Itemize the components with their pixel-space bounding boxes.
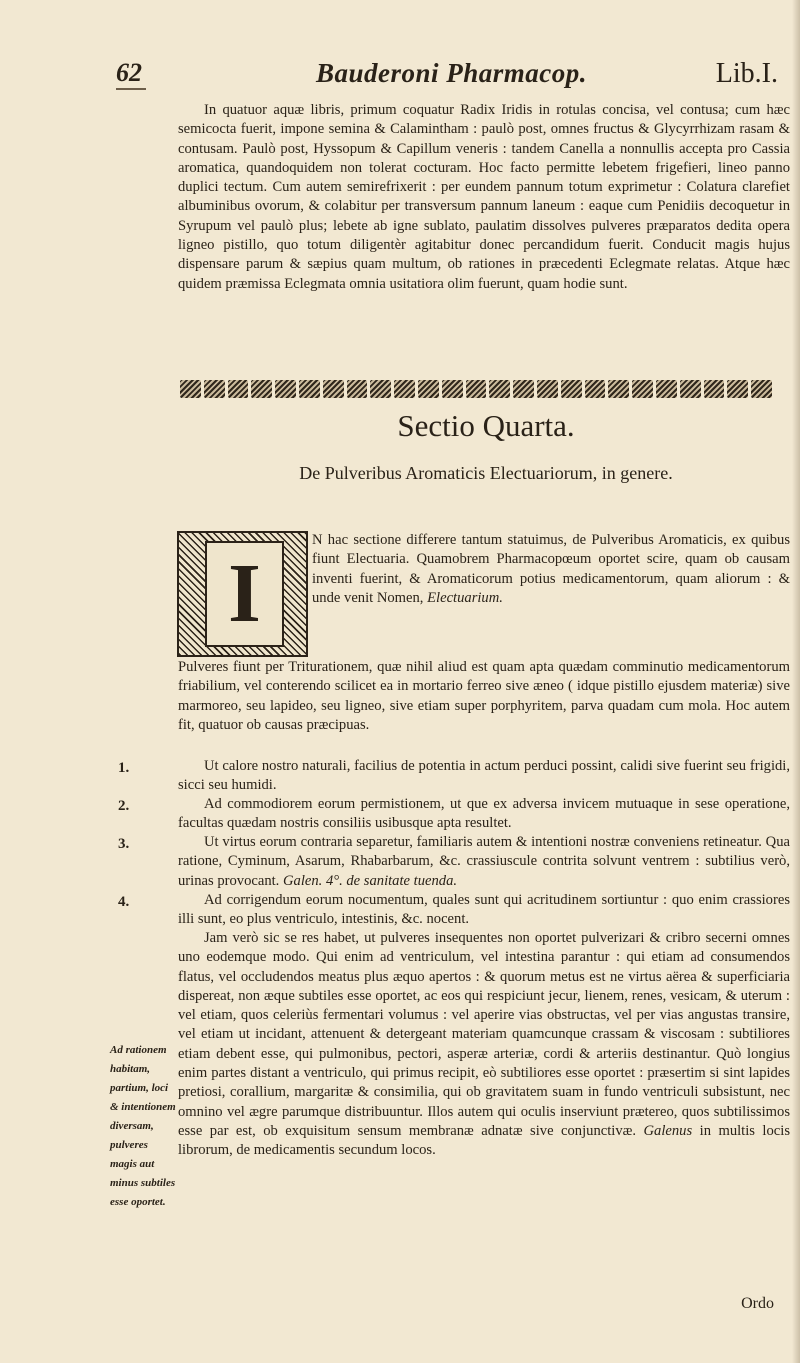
item-3-citation: Galen. 4°. de sanitate tuenda. (282, 872, 458, 889)
item-number-2: 2. (118, 798, 130, 814)
final-text-end: in multis locis librorum, de medicamentis secundum locos. (178, 1122, 790, 1159)
decorated-initial (177, 531, 308, 657)
book-number: Lib.I. (715, 58, 778, 89)
section-subtitle: De Pulveribus Aromaticis Electuariorum, in genere. (299, 463, 673, 483)
final-paragraph (178, 929, 790, 1161)
opening-paragraph (312, 531, 790, 608)
intro-paragraph: In quatuor aquæ libris, primum coquatur Radix Iridis in rotulas concisa, vel contusa; cum hæc semicocta fuerit, impone semina & Calamintham : paulò post, omnes fructus & Glycyrrhizam rasam & contusam. Paulò post, Hyssopum & Capillum veneris : tandem Canella a nonnullis accepta pro Cassia aromatica, quandoquidem non tolerat cocturam. Hoc facto permitte lebetem frigefieri, lineo panno duplici tectum. Cum autem semirefrixerit : per eundem pannum totum exprimetur : Colatura clarefiet albuminibus ovorum, & colabitur per transversum pannum laneum : eaque cum Penidiis decoquetur in Syrupum vel paulò plus; lebete ab igne sublato, paulatim dissolves pulveres præparatos dedita opera ligneo pistillo, quo totum diligentèr agitabitur donec percandidum fuerit. Conducit magis hujus dispensare parum & sæpius quam multum, ob rationes in præcedenti Eclegmate relatas. Atque hæc quidem præmissa Eclegmata omnia usitatiora olim fuerunt, quam hodie sunt. (178, 102, 790, 292)
item-paragraph-4: Ad corrigendum eorum nocumentum, quales sunt qui acritudinem sortiuntur : quo enim crassiores illi sunt, eo plus ventriculo, intestinis, &c. nocent. (178, 892, 790, 928)
final-citation-author: Galenus (643, 1122, 693, 1139)
header-rule (116, 88, 146, 90)
running-head (116, 58, 778, 98)
item-paragraph-2: Ad commodiorem eorum permistionem, ut que ex adversa invicem mutuaque in sese operatione, facultas quædam nostris consiliis usibusque apta resultet. (178, 796, 790, 832)
decorative-frieze (180, 380, 772, 398)
trituration-paragraph: Pulveres fiunt per Triturationem, quæ nihil aliud est quam apta quædam comminutio medicamentorum friabilium, vel conterendo scilicet ea in mortario ferreo sive æneo ( idque pistillo ejusdem materiæ) sive marmoreo, seu lapideo, seu ligneo, sive etiam super porphyritem, parva quadam cum mola. Hoc autem fit, quatuor ob causas præcipuas. (178, 659, 790, 733)
page-edge-shadow (792, 0, 800, 1363)
item-3-text: Ut virtus eorum contraria separetur, familiaris autem & intentioni nostræ conveniens retineatur. Qua ratione, Cyminum, Asarum, Rhabarbarum, &c. crassiuscule contrita solvunt ventrem : subtilius verò, urinas provocant. (178, 834, 790, 889)
page-number: 62 (116, 58, 142, 87)
opening-italic-term: Electuarium. (427, 589, 503, 606)
initial-letter: I (205, 541, 284, 647)
item-number-3: 3. (118, 836, 130, 852)
item-number-4: 4. (118, 894, 130, 910)
catchword: Ordo (741, 1295, 774, 1312)
item-paragraph-3 (178, 833, 790, 891)
item-number-1: 1. (118, 760, 130, 776)
margin-note: Ad rationem habitam, partium, loci & intentionem diversam, pulveres magis aut minus subtiles esse oportet. (110, 1044, 176, 1208)
item-paragraph-1: Ut calore nostro naturali, facilius de potentia in actum perduci possint, calidi sive fuerint seu frigidi, sicci seu humidi. (178, 758, 790, 794)
final-text: Jam verò sic se res habet, ut pulveres insequentes non oportet pulverizari & cribro secerni omnes uno eodemque modo. Qui enim ad ventriculum, vel intestina parantur : qui etiam ad consumendos flatus, vel occludendos meatus plus æquo apertos : & quorum metus est ne virtus aërea & superficiaria dispereat, non æque subtiles esse oportet, ac eos qui respiciunt jecur, lienem, renes, vesicam, & uterum : vel etiam, quos celeriùs fermentari volumus : vel aperire vias obstructas, vel per vias angustas transire, vel etiam ut incidant, attenuent & detergeant materiam quamcunque crassam & viscosam : subtiliores etiam debent esse, qui pulmonibus, pectori, asperæ arteriæ, cordi & arteriis destinantur. Quò longius enim partes distant a ventriculo, qui primus recipit, eò subtiliores esse oportet : præsertim si sint lapides pretiosi, corallium, margaritæ & consimilia, qui ob gravitatem suam in fundo ventriculi subsistunt, nec omnino vel ægre parumque distribuuntur. Illos autem qui oculis inserviunt prætereo, quos subtilissimos esse par est, ob exquisitum sensum membranæ adnatæ sive conjunctivæ. (178, 930, 790, 1139)
section-title: Sectio Quarta. (397, 408, 575, 443)
running-title: Bauderoni Pharmacop. (316, 58, 588, 88)
opening-text: N hac sectione differere tantum statuimus, de Pulveribus Aromaticis, ex quibus fiunt Electuaria. Quamobrem Pharmacopœum oportet scire, quam ob causam inventi fuerint, & Aromaticorum potius medicamentorum, quam aliorum : & unde venit Nomen, (312, 532, 790, 606)
